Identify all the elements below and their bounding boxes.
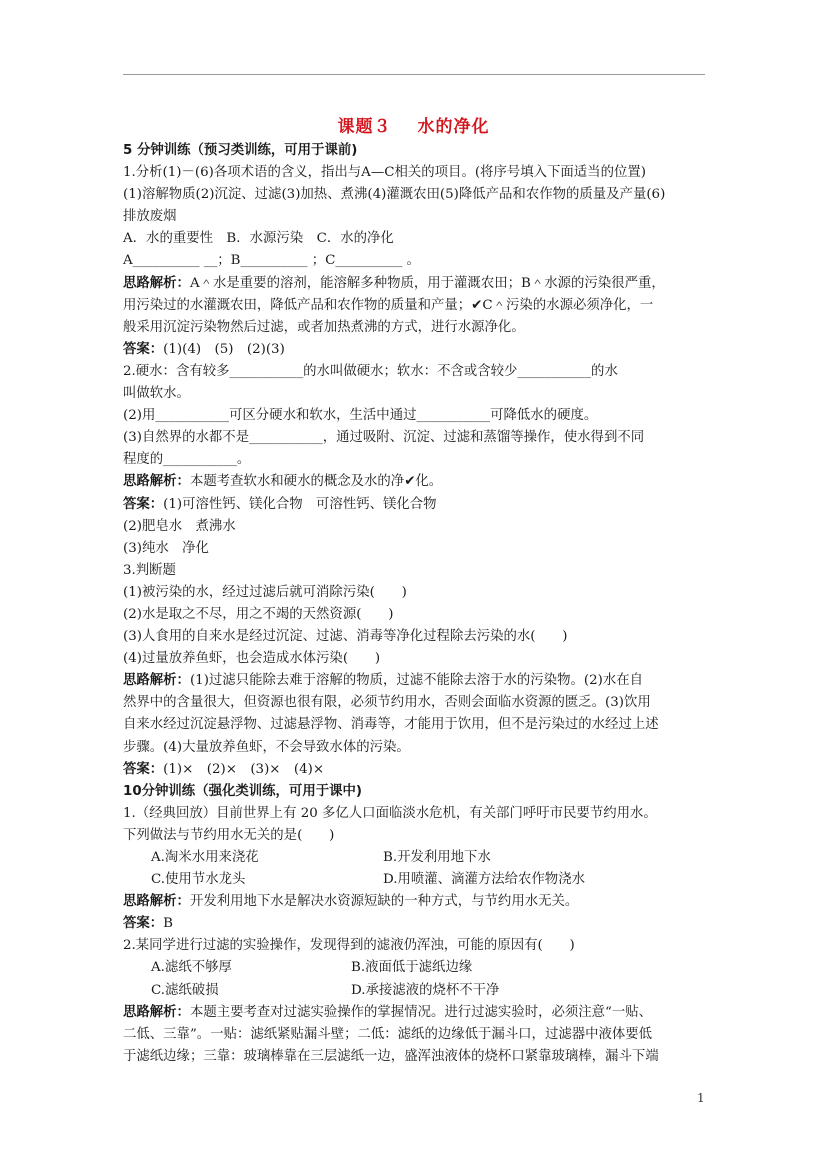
q4-answer: 答案：B <box>123 916 174 932</box>
q5-option-d: D.承接滤液的烧杯不干净 <box>351 982 500 998</box>
section2-heading: 10分钟训练（强化类训练，可用于课中) <box>123 783 363 799</box>
page-number: 1 <box>697 1091 705 1105</box>
q4-option-c: C.使用节水龙头 <box>151 872 246 888</box>
q3-statement3: (3)人食用的自来水是经过沉淀、过滤、消毒等净化过程除去污染的水( ) <box>123 629 568 645</box>
q1-line5: A__________ __；B__________ ；C__________ 。 <box>123 253 420 269</box>
q5-line1: 2.某同学进行过滤的实验操作，发现得到的滤液仍浑浊，可能的原因有( ) <box>123 938 575 954</box>
q4-option-d: D.用喷灌、滴灌方法给农作物浇水 <box>383 872 585 888</box>
q3-analysis-line3: 自来水经过沉淀悬浮物、过滤悬浮物、消毒等，才能用于饮用，但不是污染过的水经过上述 <box>123 717 659 733</box>
q3-statement4: (4)过量放养鱼虾，也会造成水体污染( ) <box>123 651 381 667</box>
analysis-label: 思路解析： <box>123 673 190 689</box>
title-part2: 水的净化 <box>417 117 490 137</box>
q2-answer2: (2)肥皂水 煮沸水 <box>123 518 236 534</box>
document-body <box>123 140 708 1068</box>
q1-line1: 1.分析(1)－(6)各项术语的含义，指出与A—C相关的项目。(将序号填入下面适当的位置) <box>123 165 646 181</box>
analysis-label: 思路解析： <box>123 894 190 910</box>
q2-line2: 叫做软水。 <box>123 386 190 402</box>
q3-analysis-line4: 步骤。(4)大量放养鱼虾，不会导致水体的污染。 <box>123 739 410 755</box>
answer-label: 答案： <box>123 916 164 932</box>
answer-label: 答案： <box>123 496 164 512</box>
q4-options-row2 <box>123 869 708 891</box>
q4-analysis: 思路解析：开发利用地下水是解决水资源短缺的一种方式，与节约用水无关。 <box>123 894 579 910</box>
q1-line2: (1)溶解物质(2)沉淀、过滤(3)加热、煮沸(4)灌溉农田(5)降低产品和农作物的质量及产量(6) <box>123 187 666 203</box>
q4-option-a: A.淘米水用来浇花 <box>151 850 259 865</box>
q2-answer3: (3)纯水 净化 <box>123 540 209 556</box>
q1-answer: 答案：(1)(4) (5) (2)(3) <box>123 341 285 357</box>
q4-line1: 1.（经典回放）目前世界上有 20 多亿人口面临淡水危机，有关部门呼吁市民要节约用水。 <box>123 805 657 821</box>
q5-options-row1 <box>123 957 708 979</box>
analysis-label: 思路解析： <box>123 275 190 291</box>
q5-analysis-line3: 于滤纸边缘；三靠：玻璃棒靠在三层滤纸一边，盛浑浊液体的烧杯口紧靠玻璃棒，漏斗下端 <box>123 1048 659 1064</box>
header-rule <box>123 74 705 75</box>
q5-options-row2 <box>123 980 708 1002</box>
title-part1: 课题３ <box>337 117 392 137</box>
analysis-label: 思路解析： <box>123 1004 190 1020</box>
q3-analysis-line1: 思路解析：(1)过滤只能除去难于溶解的物质，过滤不能除去溶于水的污染物。(2)水在自 <box>123 673 643 689</box>
answer-label: 答案： <box>123 761 164 777</box>
q2-analysis: 思路解析：本题考查软水和硬水的概念及水的净✔化。 <box>123 474 443 490</box>
q2-answer1: 答案：(1)可溶性钙、镁化合物 可溶性钙、镁化合物 <box>123 496 437 512</box>
q3-answer: 答案：(1)× (2)× (3)× (4)× <box>123 761 325 777</box>
q4-options-row1 <box>123 847 708 869</box>
analysis-label: 思路解析： <box>123 474 190 490</box>
q5-analysis-line2: 二低、三靠”。一贴：滤纸紧贴漏斗壁；二低：滤纸的边缘低于漏斗口，过滤器中液体要低 <box>123 1026 653 1042</box>
q3-statement2: (2)水是取之不尽，用之不竭的天然资源( ) <box>123 606 394 622</box>
q1-line4: A．水的重要性 B．水源污染 C．水的净化 <box>123 231 394 247</box>
q4-option-b: B.开发利用地下水 <box>383 850 491 865</box>
q5-option-b: B.液面低于滤纸边缘 <box>351 960 473 976</box>
q3-analysis-line2: 然界中的含量很大，但资源也很有限，必须节约用水，否则会面临水资源的匮乏。(3)饮用 <box>123 695 651 711</box>
q5-analysis-line1: 思路解析：本题主要考查对过滤实验操作的掌握情况。进行过滤实验时，必须注意“一贴、 <box>123 1004 653 1020</box>
q5-option-a: A.滤纸不够厚 <box>151 960 232 976</box>
q1-analysis-line1: 思路解析：A＾水是重要的溶剂，能溶解多种物质，用于灌溉农田；B＾水源的污染很严重， <box>123 275 665 291</box>
q3-heading: 3.判断题 <box>123 562 176 578</box>
q1-analysis-line3: 般采用沉淀污染物然后过滤，或者加热煮沸的方式，进行水源净化。 <box>123 319 525 335</box>
q1-line3: 排放废烟 <box>123 209 177 225</box>
q5-option-c: C.滤纸破损 <box>151 982 219 998</box>
q3-statement1: (1)被污染的水，经过过滤后就可消除污染( ) <box>123 584 407 600</box>
q1-analysis-line2: 用污染过的水灌溉农田，降低产品和农作物的质量和产量；✔C＾污染的水源必须净化，一 <box>123 297 654 313</box>
q2-line1: 2.硬水：含有较多___________的水叫做硬水；软水：不含或含较少___________的水 <box>123 363 618 379</box>
q2-line5: 程度的___________。 <box>123 452 251 468</box>
page-title <box>0 112 827 137</box>
section1-heading: 5 分钟训练（预习类训练，可用于课前) <box>123 143 358 158</box>
answer-label: 答案： <box>123 341 164 357</box>
q2-line3: (2)用___________可区分硬水和软水，生活中通过___________可降低水的硬度。 <box>123 408 598 424</box>
q4-line2: 下列做法与节约用水无关的是( ) <box>123 827 335 843</box>
q2-line4: (3)自然界的水都不是___________，通过吸附、沉淀、过滤和蒸馏等操作，使水得到不同 <box>123 430 645 446</box>
